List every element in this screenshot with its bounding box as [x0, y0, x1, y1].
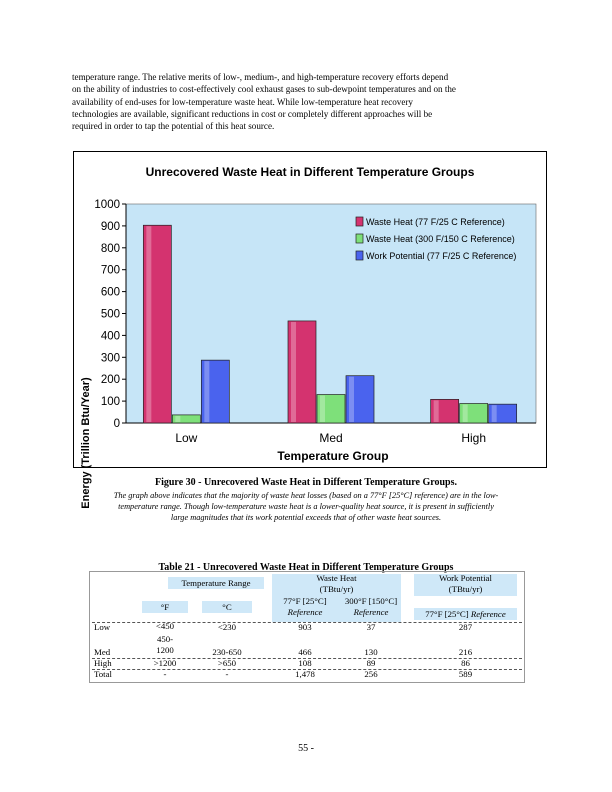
- bar-highlight: [320, 396, 325, 422]
- bar-highlight: [175, 416, 180, 422]
- chart-svg: [74, 152, 546, 467]
- figure-description-line: temperature range. Though low-temperature waste heat is a lower-quality heat source, it is present in sufficiently: [118, 502, 494, 511]
- cell-med-wh77: 466: [298, 647, 312, 657]
- legend-swatch: [356, 251, 363, 260]
- y-tick-label: 100: [100, 396, 120, 409]
- cell-high-f: >1200: [153, 658, 177, 668]
- bar-highlight: [146, 226, 151, 422]
- cell-med-c: 230-650: [212, 647, 242, 657]
- bar-highlight: [434, 400, 439, 422]
- cell-low-f: <450: [155, 621, 175, 631]
- y-axis-label: Energy (Trillion Btu/Year): [80, 377, 92, 509]
- cell-low-wh77: 903: [298, 622, 312, 632]
- cell-high-work: 86: [461, 658, 470, 668]
- cell-low-c: <230: [217, 622, 237, 632]
- intro-line: availability of end-uses for low-temperature waste heat. While low-temperature heat recovery: [72, 96, 413, 107]
- bar-highlight: [349, 377, 354, 422]
- header-work-ref-text: 77°F [25°C]: [425, 609, 471, 619]
- cell-med-f-1: 450-: [156, 634, 174, 644]
- y-tick-label: 1000: [94, 199, 120, 211]
- figure-caption: Figure 30 - Unrecovered Waste Heat in Different Temperature Groups.: [154, 477, 457, 488]
- y-tick-label: 600: [100, 286, 120, 299]
- legend-item: Waste Heat (77 F/25 C Reference): [366, 217, 505, 227]
- bar-highlight: [492, 405, 497, 422]
- row-label-med: Med: [94, 647, 111, 657]
- cell-med-f-2: 1200: [156, 645, 174, 655]
- figure-description-line: large magnitudes that its work potential exceeds that of other waste heat sources.: [170, 513, 442, 522]
- intro-line: required in order to tap the potential of this heat source.: [72, 121, 275, 132]
- cell-high-wh300: 89: [366, 658, 376, 668]
- header-fahrenheit: °F: [160, 602, 170, 612]
- cell-total-wh77: 1,478: [295, 669, 315, 679]
- cell-low-wh300: 37: [366, 622, 376, 632]
- intro-line: on the ability of industries to cost-effectively cool exhaust gases to sub-dewpoint temperatures and on the: [72, 84, 456, 95]
- header-waste-heat-unit: (TBtu/yr): [319, 584, 354, 594]
- x-tick-label: High: [461, 431, 487, 445]
- y-tick-label: 400: [100, 330, 120, 343]
- bar-highlight: [204, 361, 209, 422]
- y-tick-label: 500: [100, 308, 120, 321]
- header-work-potential: Work Potential: [439, 573, 492, 583]
- header-work-ref-italic: Reference: [470, 609, 506, 619]
- cell-total-work: 589: [458, 669, 473, 679]
- cell-total-wh300: 256: [364, 669, 378, 679]
- bar-highlight: [291, 322, 296, 422]
- page-number: 55 -: [298, 743, 314, 754]
- cell-low-work: 287: [458, 622, 473, 632]
- header-ref-77: 77°F [25°C]: [283, 596, 327, 606]
- x-tick-label: Low: [175, 431, 198, 445]
- cell-high-wh77: 108: [298, 658, 312, 668]
- cell-total-c: -: [225, 669, 229, 679]
- cell-med-work: 216: [458, 647, 473, 657]
- intro-line: temperature range. The relative merits of low-, medium-, and high-temperature recovery efforts depend: [72, 72, 449, 82]
- header-work-potential-unit: (TBtu/yr): [448, 584, 483, 594]
- header-ref-77-sub: Reference: [287, 607, 323, 617]
- chart-title: Unrecovered Waste Heat in Different Temperature Groups: [145, 165, 475, 179]
- table-title: Table 21 - Unrecovered Waste Heat in Different Temperature Groups: [158, 562, 454, 573]
- bar-highlight: [463, 405, 468, 422]
- row-label-low: Low: [94, 622, 111, 632]
- legend-item: Waste Heat (300 F/150 C Reference): [366, 234, 515, 244]
- legend-swatch: [356, 234, 363, 243]
- row-label-high: High: [94, 658, 112, 668]
- row-label-total: Total: [94, 669, 112, 679]
- y-tick-label: 900: [100, 220, 120, 233]
- header-ref-300: 300°F [150°C]: [344, 596, 398, 606]
- header-waste-heat: Waste Heat: [316, 573, 357, 583]
- figure-description: [82, 490, 530, 523]
- y-tick-label: 800: [100, 242, 120, 255]
- x-tick-label: Med: [319, 431, 343, 445]
- legend-item: Work Potential (77 F/25 C Reference): [366, 251, 517, 261]
- header-work-ref: [414, 609, 517, 620]
- cell-high-c: >650: [217, 658, 237, 668]
- cell-med-wh300: 130: [364, 647, 378, 657]
- y-tick-label: 300: [100, 352, 120, 365]
- y-tick-label: 700: [100, 264, 120, 277]
- y-tick-label: 200: [100, 374, 120, 387]
- intro-line: technologies are available, significant reductions in cost or completely different approaches will be: [72, 108, 433, 119]
- cell-total-f: -: [163, 669, 167, 679]
- data-table: [89, 571, 525, 683]
- legend-swatch: [356, 217, 363, 226]
- header-ref-300-sub: Reference: [353, 607, 389, 617]
- header-celsius: °C: [222, 602, 232, 612]
- x-axis-label: Temperature Group: [277, 449, 389, 463]
- figure-description-line: The graph above indicates that the majority of waste heat losses (based on a 77°F [25°C] reference) are in the low-: [113, 491, 499, 500]
- y-tick-label: 0: [113, 418, 120, 430]
- intro-paragraph: [72, 71, 540, 132]
- header-temperature-range: Temperature Range: [181, 578, 251, 588]
